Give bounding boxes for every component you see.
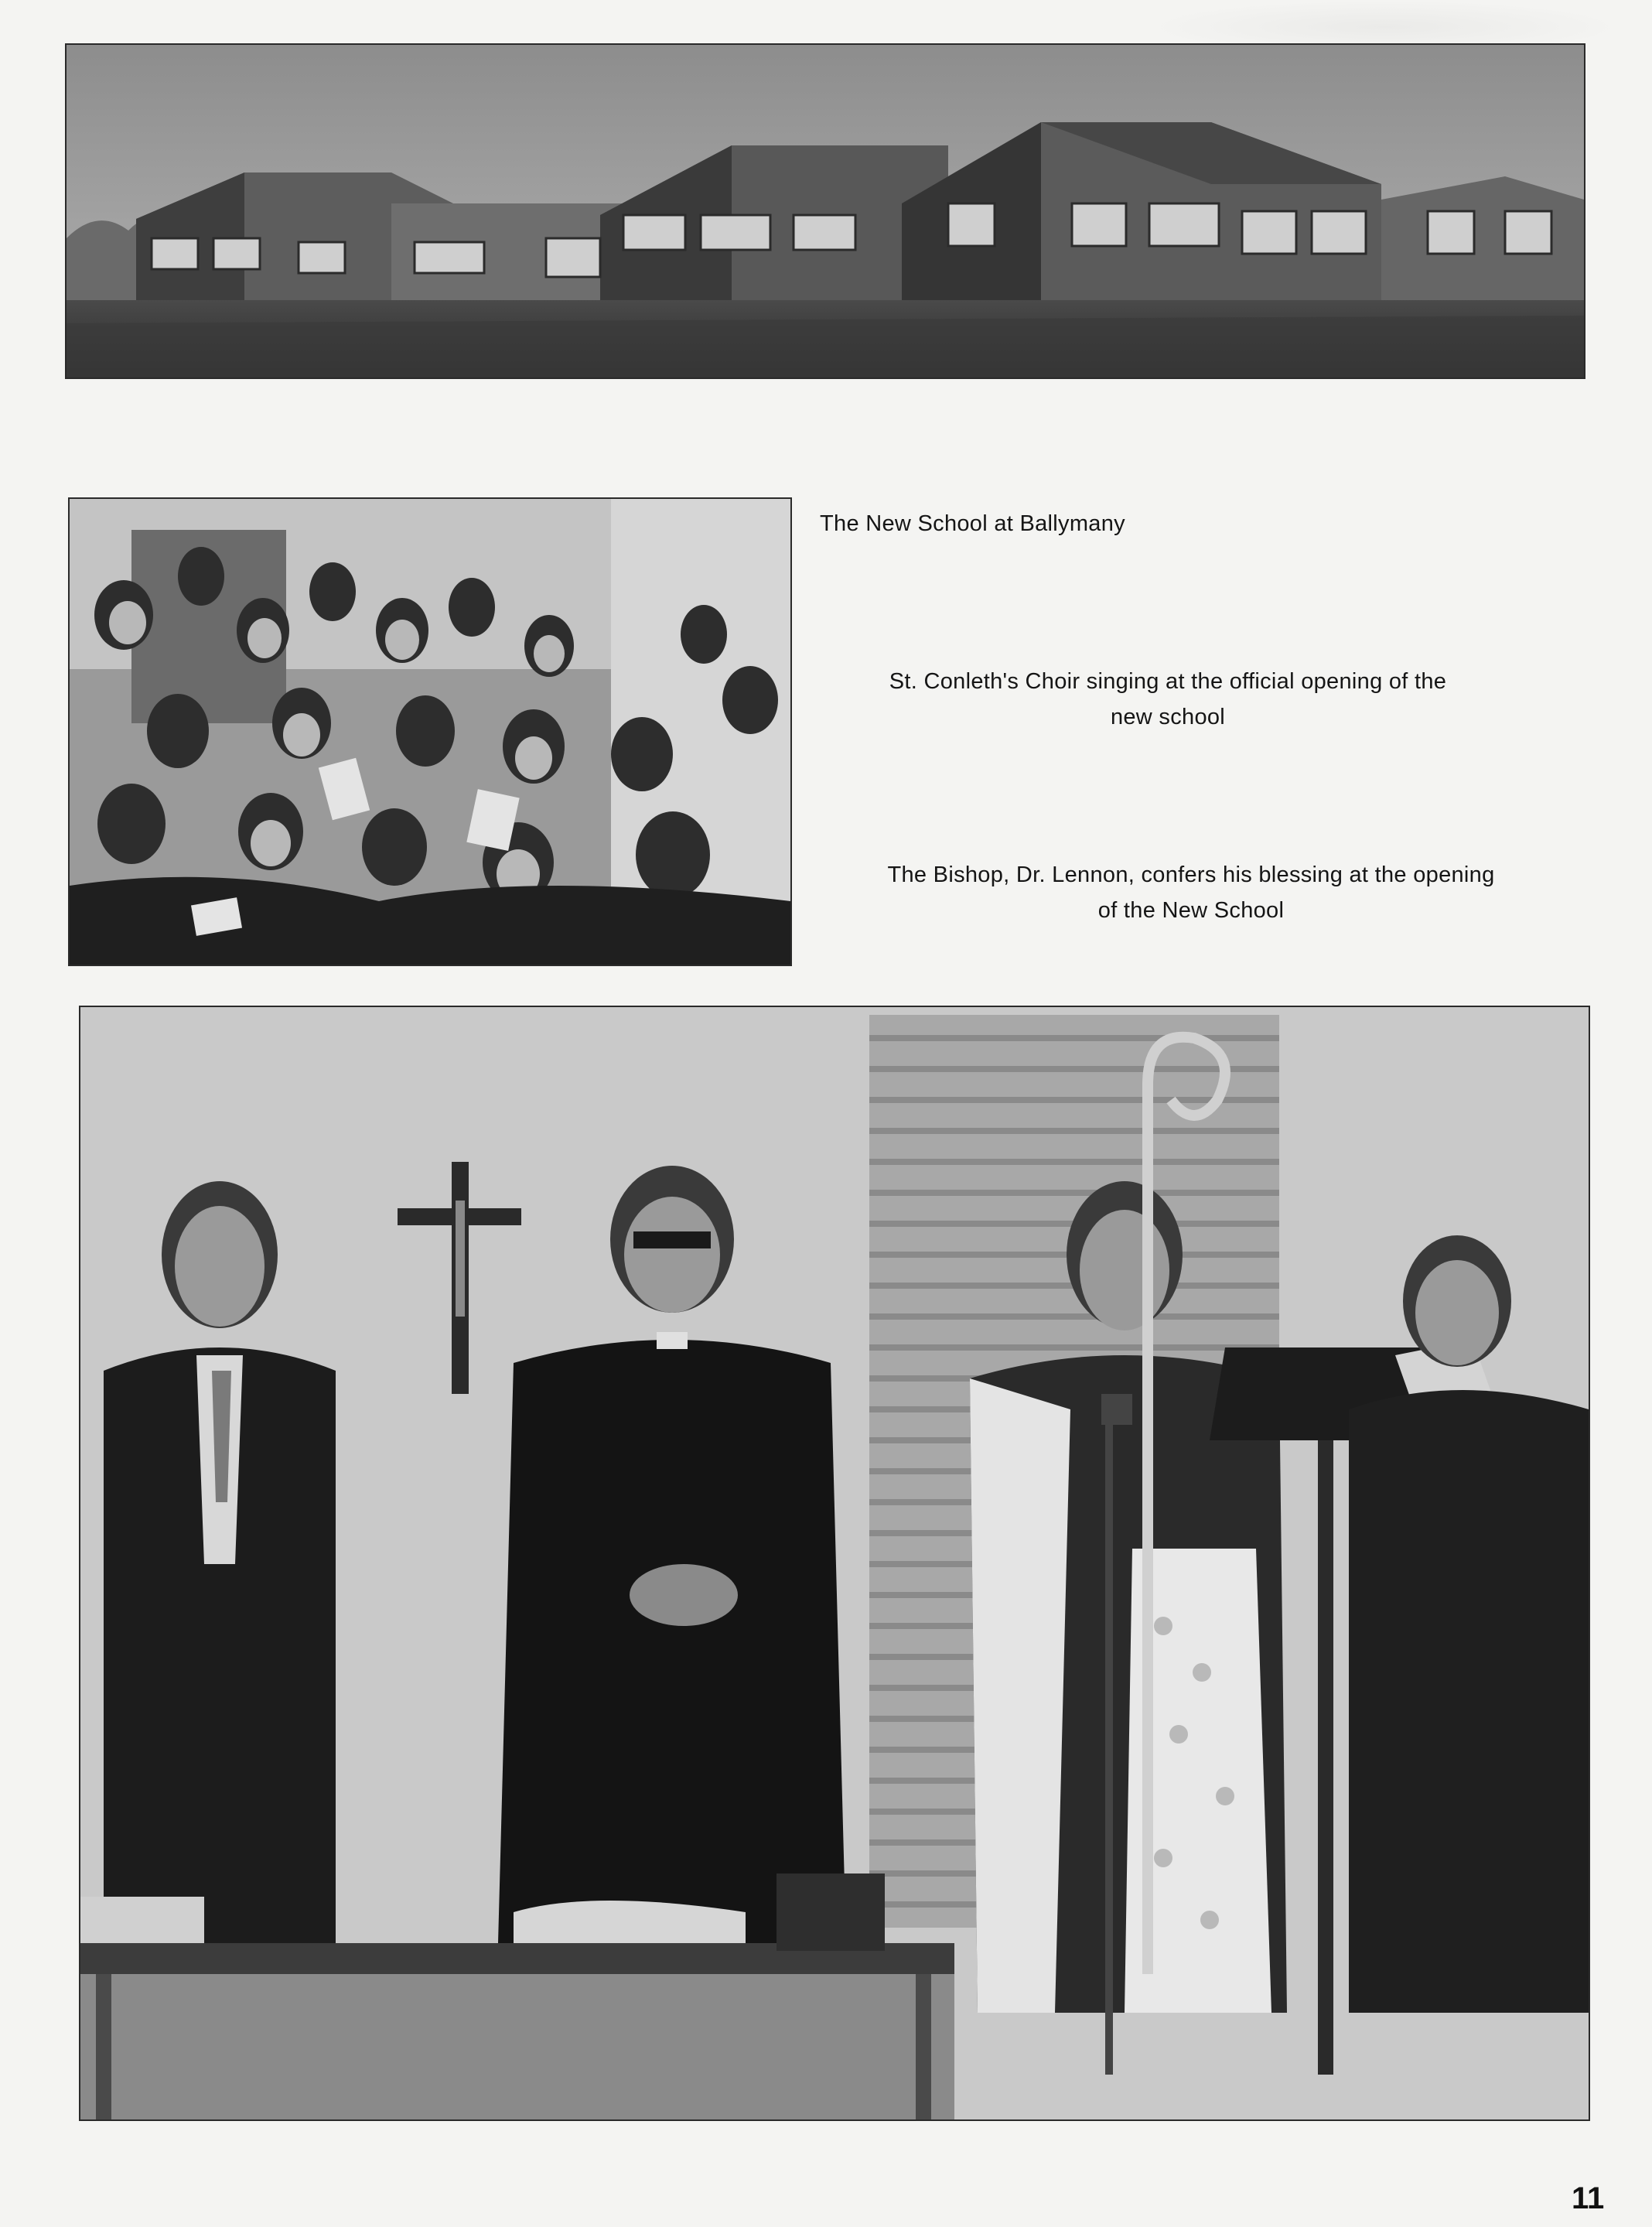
caption-choir <box>820 664 1516 735</box>
school-building-photo <box>67 45 1584 377</box>
caption-new-school: The New School at Ballymany <box>820 511 1125 536</box>
caption-choir-line-2: new school <box>1110 705 1226 729</box>
caption-choir-line-1: St. Conleth's Choir singing at the official opening of the <box>889 669 1447 694</box>
bishop-blessing-photo <box>80 1007 1589 2119</box>
page-number: 11 <box>1572 2181 1605 2215</box>
choir-photo <box>70 499 790 965</box>
caption-bishop-line-1: The Bishop, Dr. Lennon, confers his blessing at the opening <box>887 862 1495 887</box>
caption-bishop <box>820 857 1562 928</box>
caption-bishop-line-2: of the New School <box>1097 898 1285 923</box>
